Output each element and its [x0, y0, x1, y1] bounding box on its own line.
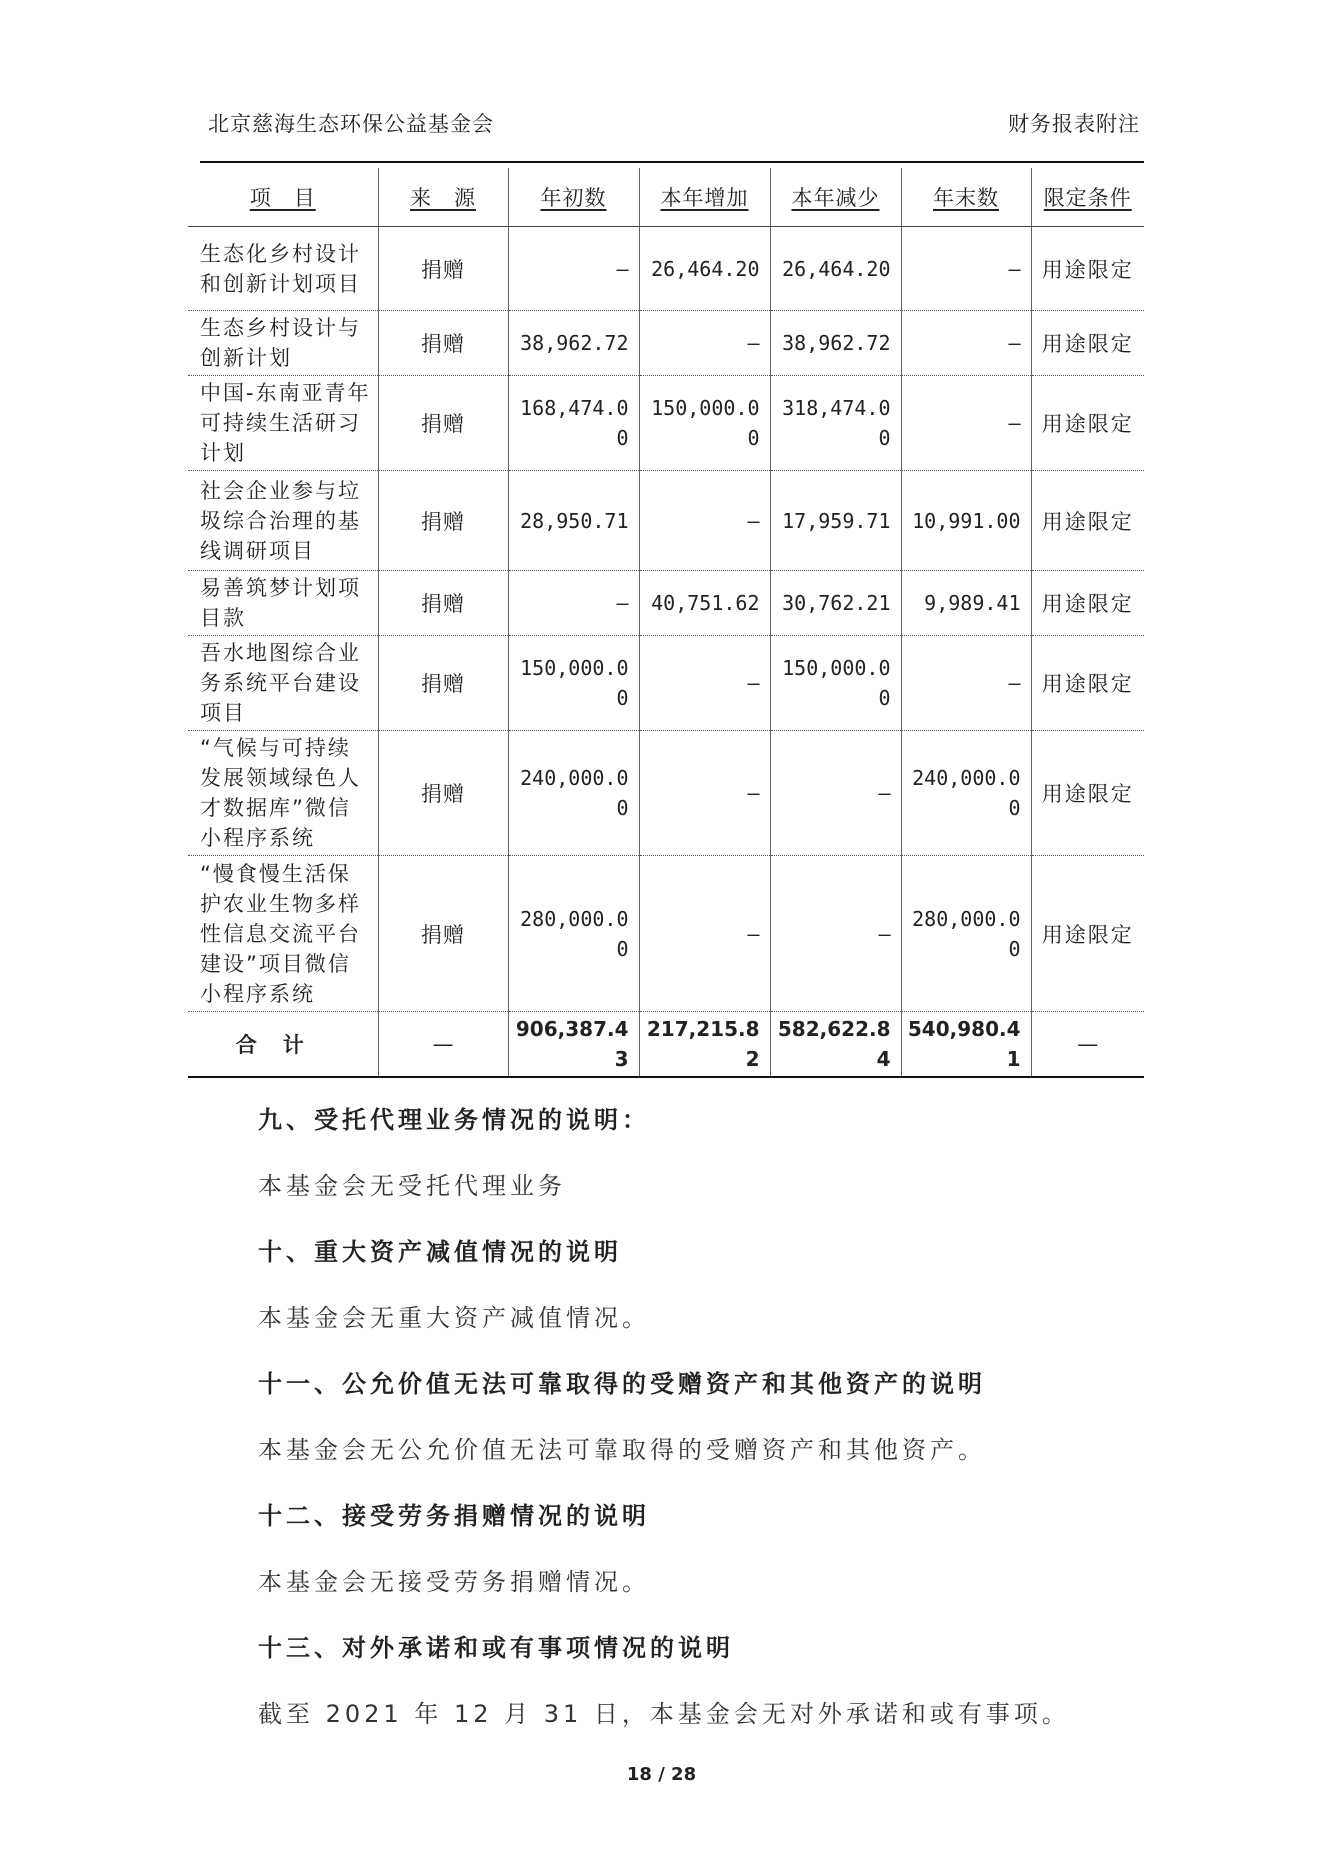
section-heading-9: 九、受托代理业务情况的说明： — [258, 1106, 650, 1134]
total-decrease: 582,622.84 — [770, 1012, 901, 1078]
total-source: — — [378, 1012, 508, 1078]
begin-value: 28,950.71 — [508, 471, 639, 571]
end-value: 10,991.00 — [901, 471, 1031, 571]
section-heading-11: 十一、公允价值无法可靠取得的受赠资产和其他资产的说明 — [258, 1370, 986, 1398]
table-row — [188, 471, 1144, 571]
header-rule — [200, 161, 1144, 163]
item-name: 吾水地图综合业务系统平台建设项目 — [188, 636, 378, 731]
section-heading-13: 十三、对外承诺和或有事项情况的说明 — [258, 1634, 734, 1662]
condition: 用途限定 — [1031, 376, 1144, 471]
begin-value: 240,000.00 — [508, 731, 639, 856]
increase-value: 26,464.20 — [639, 227, 770, 311]
table-row — [188, 571, 1144, 636]
organization-name: 北京慈海生态环保公益基金会 — [208, 112, 494, 136]
table-total-row — [188, 1012, 1144, 1078]
col-header-decrease: 本年减少 — [770, 168, 901, 227]
end-value: – — [901, 636, 1031, 731]
end-value: 280,000.00 — [901, 856, 1031, 1012]
decrease-value: 17,959.71 — [770, 471, 901, 571]
decrease-value: 26,464.20 — [770, 227, 901, 311]
restricted-funds-table — [188, 168, 1144, 1078]
increase-value: – — [639, 311, 770, 376]
table-row — [188, 731, 1144, 856]
total-begin: 906,387.43 — [508, 1012, 639, 1078]
condition: 用途限定 — [1031, 311, 1144, 376]
increase-value: – — [639, 636, 770, 731]
item-name: 生态化乡村设计和创新计划项目 — [188, 227, 378, 311]
item-name: 中国-东南亚青年可持续生活研习计划 — [188, 376, 378, 471]
decrease-value: 30,762.21 — [770, 571, 901, 636]
page-header — [200, 108, 1144, 138]
begin-value: 280,000.00 — [508, 856, 639, 1012]
source: 捐赠 — [378, 471, 508, 571]
decrease-value: – — [770, 731, 901, 856]
begin-value: – — [508, 571, 639, 636]
decrease-value: 38,962.72 — [770, 311, 901, 376]
end-value: – — [901, 227, 1031, 311]
table-row — [188, 227, 1144, 311]
end-value: – — [901, 376, 1031, 471]
col-header-item: 项 目 — [188, 168, 378, 227]
total-label: 合计 — [188, 1012, 378, 1078]
item-name: 易善筑梦计划项目款 — [188, 571, 378, 636]
item-name: “慢食慢生活保护农业生物多样性信息交流平台建设”项目微信小程序系统 — [188, 856, 378, 1012]
col-header-begin: 年初数 — [508, 168, 639, 227]
section-heading-10: 十、重大资产减值情况的说明 — [258, 1238, 622, 1266]
source: 捐赠 — [378, 731, 508, 856]
end-value: – — [901, 311, 1031, 376]
condition: 用途限定 — [1031, 636, 1144, 731]
condition: 用途限定 — [1031, 731, 1144, 856]
total-condition: — — [1031, 1012, 1144, 1078]
condition: 用途限定 — [1031, 856, 1144, 1012]
col-header-condition: 限定条件 — [1031, 168, 1144, 227]
condition: 用途限定 — [1031, 471, 1144, 571]
increase-value: 150,000.00 — [639, 376, 770, 471]
item-name: 社会企业参与垃圾综合治理的基线调研项目 — [188, 471, 378, 571]
source: 捐赠 — [378, 856, 508, 1012]
section-body-12: 本基金会无接受劳务捐赠情况。 — [258, 1568, 650, 1596]
total-end: 540,980.41 — [901, 1012, 1031, 1078]
table-row — [188, 376, 1144, 471]
table-header-row — [188, 168, 1144, 227]
source: 捐赠 — [378, 571, 508, 636]
end-value: 9,989.41 — [901, 571, 1031, 636]
document-section-title: 财务报表附注 — [1008, 112, 1140, 136]
col-header-increase: 本年增加 — [639, 168, 770, 227]
section-body-13: 截至 2021 年 12 月 31 日，本基金会无对外承诺和或有事项。 — [258, 1700, 1070, 1728]
item-name: “气候与可持续发展领域绿色人才数据库”微信小程序系统 — [188, 731, 378, 856]
source: 捐赠 — [378, 636, 508, 731]
begin-value: 38,962.72 — [508, 311, 639, 376]
col-header-source: 来 源 — [378, 168, 508, 227]
table-row — [188, 856, 1144, 1012]
increase-value: – — [639, 731, 770, 856]
condition: 用途限定 — [1031, 571, 1144, 636]
section-body-10: 本基金会无重大资产减值情况。 — [258, 1304, 650, 1332]
section-body-11: 本基金会无公允价值无法可靠取得的受赠资产和其他资产。 — [258, 1436, 986, 1464]
section-heading-12: 十二、接受劳务捐赠情况的说明 — [258, 1502, 650, 1530]
table-row — [188, 311, 1144, 376]
source: 捐赠 — [378, 227, 508, 311]
section-body-9: 本基金会无受托代理业务 — [258, 1172, 566, 1200]
source: 捐赠 — [378, 376, 508, 471]
increase-value: 40,751.62 — [639, 571, 770, 636]
item-name: 生态乡村设计与创新计划 — [188, 311, 378, 376]
begin-value: 150,000.00 — [508, 636, 639, 731]
increase-value: – — [639, 856, 770, 1012]
end-value: 240,000.00 — [901, 731, 1031, 856]
begin-value: 168,474.00 — [508, 376, 639, 471]
col-header-end: 年末数 — [901, 168, 1031, 227]
source: 捐赠 — [378, 311, 508, 376]
total-increase: 217,215.82 — [639, 1012, 770, 1078]
condition: 用途限定 — [1031, 227, 1144, 311]
increase-value: – — [639, 471, 770, 571]
page-number: 18 / 28 — [626, 1764, 697, 1785]
table-row — [188, 636, 1144, 731]
decrease-value: – — [770, 856, 901, 1012]
decrease-value: 150,000.00 — [770, 636, 901, 731]
begin-value: – — [508, 227, 639, 311]
decrease-value: 318,474.00 — [770, 376, 901, 471]
